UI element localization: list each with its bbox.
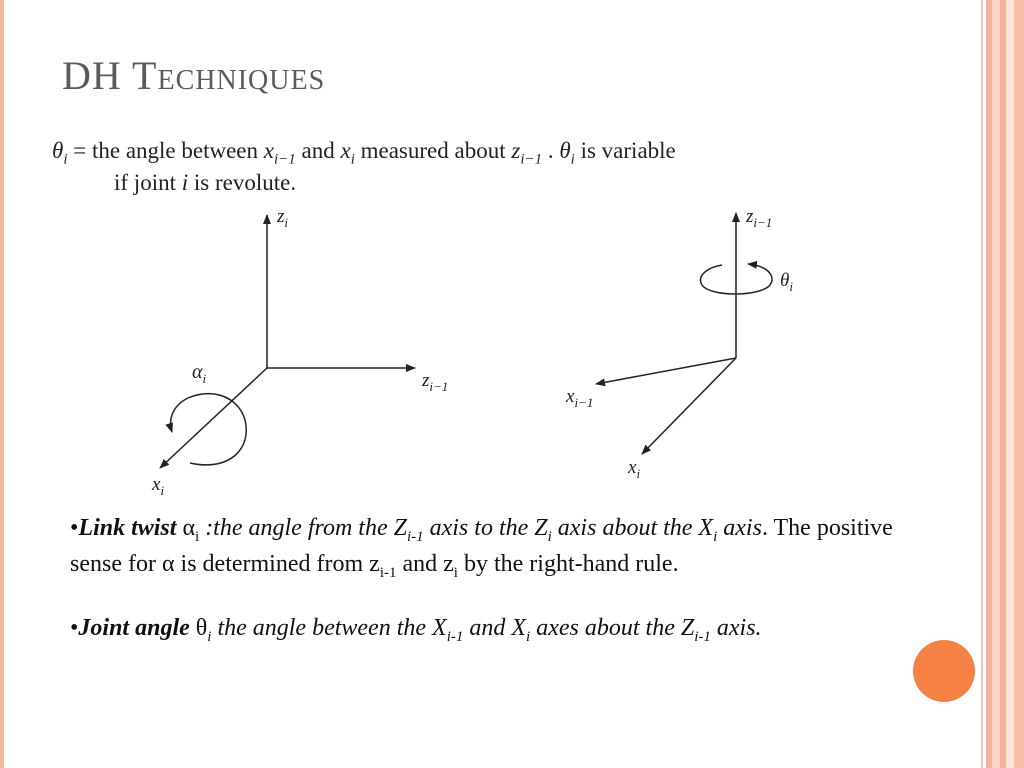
x-i-axis — [160, 368, 267, 468]
theta-definition: $\theta_i$ = the angle between $x_{i-1}$ and $x_i$ measured about $z_{i-1}$ . $\theta_i$ is variable if joint i is revolute. — [52, 138, 676, 195]
label-z-i-minus-1: $z_{i-1}$ — [422, 370, 449, 394]
label-x-i-left: $x_i$ — [152, 474, 165, 498]
label-x-i-right: $x_i$ — [628, 457, 641, 481]
label-alpha-i: $\alpha_i$ — [192, 361, 207, 386]
joint-angle-figure — [565, 206, 793, 481]
bullet-list — [70, 510, 950, 664]
slide-title: DH Techniques — [62, 53, 326, 98]
label-z-i: $z_i$ — [277, 206, 289, 230]
bullet-joint-angle: •Joint angle $\theta_i$ the angle between the $X_{i-1}$ and $X_i$ axes about the $Z_{i-1}$ axis. — [70, 615, 762, 645]
alpha-rotation-arrow — [171, 394, 247, 465]
label-x-i-minus-1: $x_{i-1}$ — [566, 386, 594, 410]
label-theta-i: $\theta_i$ — [780, 270, 793, 294]
bullet-link-twist: •Link twist $\alpha_i$ :the angle from the $Z_{i-1}$ axis to the $Z_i$ axis about the $X_i$ axis. The positive sense for α is determined from $z_{i-1}$ and $z_i$ by the right-hand rule. — [70, 515, 893, 581]
label-z-i-minus-1-right: $z_{i-1}$ — [746, 206, 773, 230]
link-twist-figure — [151, 206, 448, 498]
